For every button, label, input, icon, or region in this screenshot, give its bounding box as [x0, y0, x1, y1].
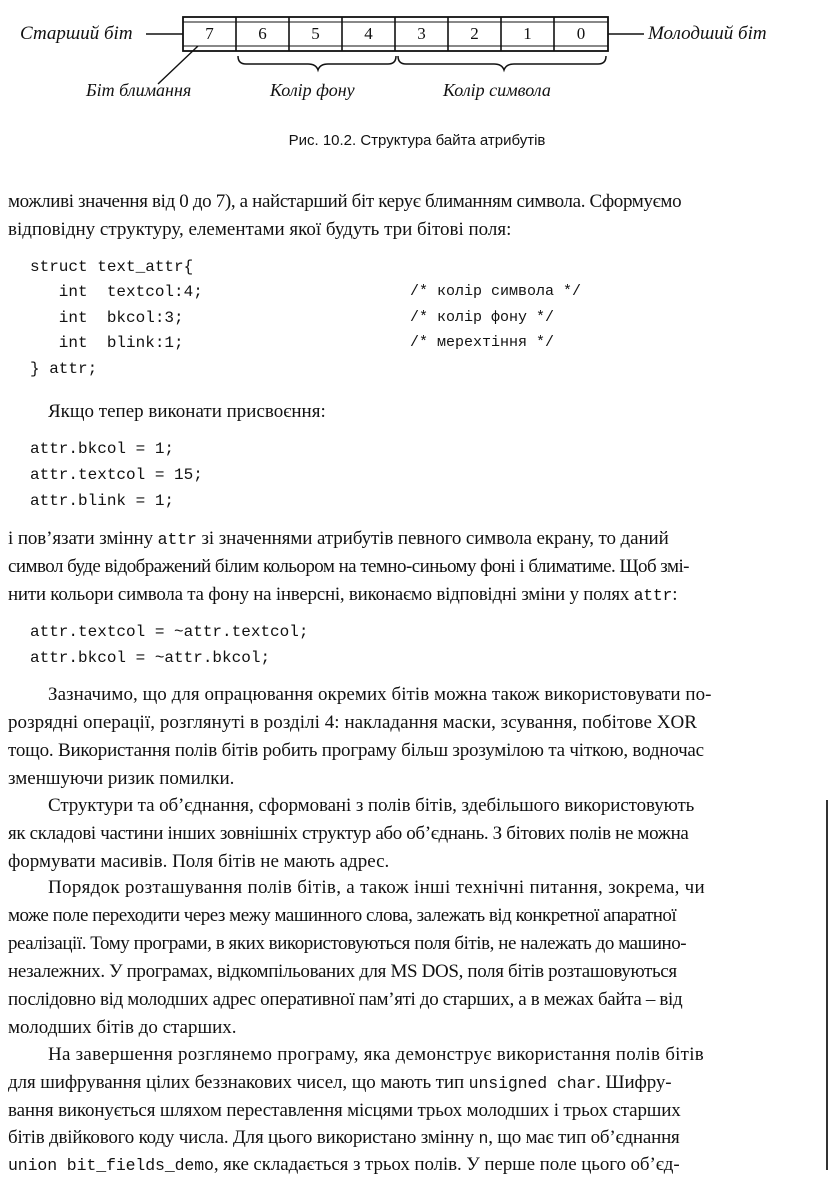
bit-cell-1: 1	[523, 24, 532, 43]
para3-line1	[8, 527, 669, 552]
blink-bit-label: Біт блимання	[86, 80, 192, 100]
bit-cell-4: 4	[364, 24, 373, 43]
para7-line4-text-b: , що має тип об’єднання	[488, 1127, 680, 1148]
para4-line3: тощо. Використання полів бітів робить програму більш зрозумілою та чіткою, водночас	[8, 740, 704, 761]
bit-cell-0: 0	[576, 24, 586, 43]
code1-line4: int blink:1;	[30, 334, 184, 352]
page-edge-rule	[826, 800, 828, 1170]
para4-line4: зменшуючи ризик помилки.	[8, 768, 235, 789]
para7-line3: вання виконується шляхом переставлення місцями трьох молодших і трьох старших	[8, 1100, 681, 1121]
para7-line2-text-a: для шифрування цілих беззнакових чисел, що мають тип	[8, 1072, 469, 1093]
para6-line6: молодших бітів до старших.	[8, 1017, 237, 1038]
para6-line4: незалежних. У програмах, відкомпільованих для MS DOS, поля бітів розташовуються	[8, 961, 677, 982]
code2-line2: attr.textcol = 15;	[30, 466, 203, 484]
para7-line2-text-b: . Шифру-	[596, 1072, 672, 1093]
para7-line4-code: n	[478, 1129, 489, 1148]
para7-line5-text-b: , яке складається з трьох полів. У перше поле цього об’єд-	[213, 1154, 680, 1175]
para5-line3: формувати масивів. Поля бітів не мають адрес.	[8, 851, 390, 872]
bit-cell-3: 3	[417, 24, 426, 43]
para1-line2: відповідну структуру, елементами якої будуть три бітові поля:	[8, 219, 512, 240]
para3-line1-code: attr	[157, 530, 197, 549]
figure-caption: Рис. 10.2. Структура байта атрибутів	[288, 132, 546, 149]
para4-line1: Зазначимо, що для опрацювання окремих бітів можна також використовувати по-	[48, 684, 712, 705]
background-color-brace	[238, 56, 396, 70]
bit-cell-5: 5	[311, 24, 320, 43]
para1-line1: можливі значення від 0 до 7), а найстарший біт керує блиманням символа. Сформуємо	[8, 191, 682, 212]
code1-line3: int bkcol:3;	[30, 309, 184, 327]
bit-cell-2: 2	[470, 24, 479, 43]
para7-line5	[8, 1153, 680, 1178]
para6-line1: Порядок розташування полів бітів, а також інші технічні питання, зокрема, чи	[48, 877, 705, 898]
para3-line3-code: attr	[633, 586, 673, 605]
bit-cell-6: 6	[258, 24, 267, 43]
blink-bit-pointer	[158, 46, 198, 84]
code1-line1: struct text_attr{	[30, 258, 194, 276]
msb-label: Старший біт	[20, 23, 133, 44]
para3-line3-text-a: нити кольори символа та фону на інверсні, виконаємо відповідні зміни у полях	[8, 584, 634, 605]
code1-line5: } attr;	[30, 360, 98, 378]
para4-line2: розрядні операції, розглянуті в розділі 4: накладання маски, зсування, побітове XOR	[8, 712, 698, 733]
symbol-color-brace	[398, 56, 606, 70]
code3-line2: attr.bkcol = ~attr.bkcol;	[30, 649, 271, 667]
para6-line5: послідовно від молодших адрес оперативної пам’яті до старших, а в межах байта – від	[8, 989, 683, 1010]
code1-line4-comment: /* мерехтіння */	[410, 334, 555, 351]
para2: Якщо тепер виконати присвоєння:	[48, 401, 326, 422]
para3-line1-text-a: і пов’язати змінну	[8, 528, 158, 549]
para3-line2: символ буде відображений білим кольором на темно-синьому фоні і блиматиме. Щоб змі-	[8, 556, 689, 577]
code1-line2: int textcol:4;	[30, 283, 203, 301]
symbol-color-label: Колір символа	[443, 80, 551, 100]
bit-structure-figure	[0, 0, 834, 160]
para5-line2: як складові частини інших зовнішніх структур або об’єднань. З бітових полів не можна	[8, 823, 689, 844]
code2-line1: attr.bkcol = 1;	[30, 440, 175, 458]
lsb-label: Молодший біт	[648, 23, 767, 44]
para7-line4-text-a: бітів двійкового коду числа. Для цього використано змінну	[8, 1127, 479, 1148]
para3-line1-text-b: зі значеннями атрибутів певного символа екрану, то даний	[196, 528, 669, 549]
para3-line3-text-b: :	[672, 584, 678, 605]
code3-line1: attr.textcol = ~attr.textcol;	[30, 623, 309, 641]
para7-line2-code: unsigned char	[468, 1074, 597, 1093]
para7-line1: На завершення розглянемо програму, яка демонструє використання полів бітів	[48, 1044, 704, 1065]
code1-line3-comment: /* колір фону */	[410, 309, 555, 326]
para6-line2: може поле переходити через межу машинного слова, залежать від конкретної апаратної	[8, 905, 677, 926]
code1-line2-comment: /* колір символа */	[410, 283, 582, 300]
bit-cell-7: 7	[205, 24, 214, 43]
para7-line5-code: union bit_fields_demo	[8, 1156, 214, 1175]
para6-line3: реалізації. Тому програми, в яких використовуються поля бітів, не належать до машино-	[8, 933, 687, 954]
background-color-label: Колір фону	[270, 80, 355, 100]
para5-line1: Структури та об’єднання, сформовані з полів бітів, здебільшого використовують	[48, 795, 695, 816]
code2-line3: attr.blink = 1;	[30, 492, 175, 510]
para7-line4	[8, 1126, 680, 1151]
para3-line3	[8, 583, 677, 608]
para7-line2	[8, 1071, 672, 1096]
